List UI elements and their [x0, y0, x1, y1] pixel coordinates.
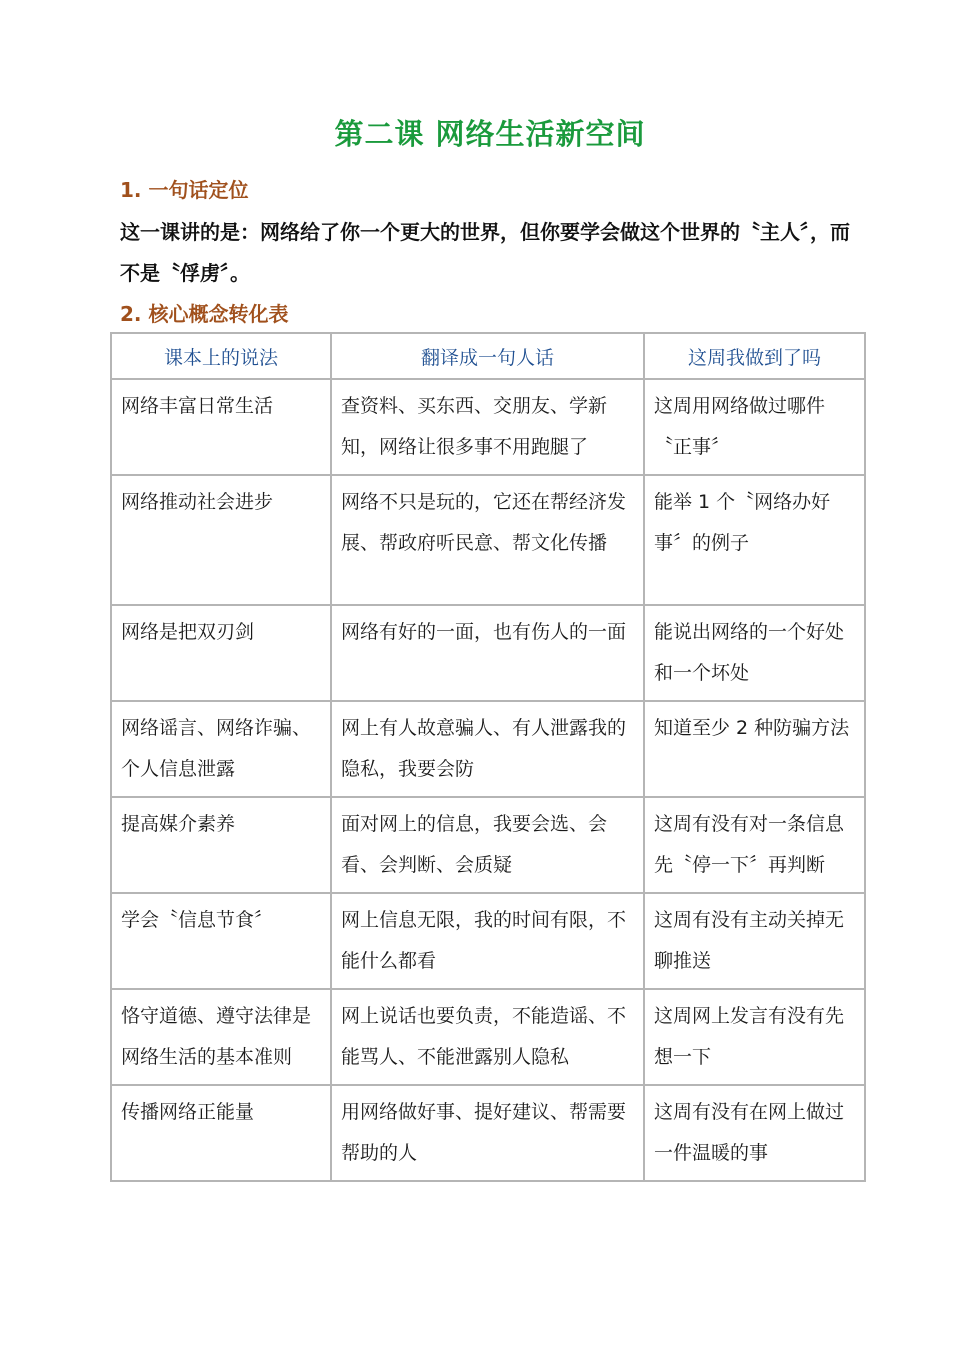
table-row	[111, 379, 865, 475]
plain-words-cell: 网上信息无限，我的时间有限，不能什么都看	[331, 893, 644, 989]
table-row	[111, 701, 865, 797]
table-row	[111, 605, 865, 701]
textbook-cell: 传播网络正能量	[111, 1085, 331, 1181]
textbook-cell: 提高媒介素养	[111, 797, 331, 893]
column-header-this-week: 这周我做到了吗	[644, 333, 865, 379]
this-week-cell: 能说出网络的一个好处和一个坏处	[644, 605, 865, 701]
column-header-plain-words: 翻译成一句人话	[331, 333, 644, 379]
table-row	[111, 1085, 865, 1181]
this-week-cell: 这周有没有对一条信息先〝停一下〞再判断	[644, 797, 865, 893]
this-week-cell: 这周有没有在网上做过一件温暖的事	[644, 1085, 865, 1181]
plain-words-cell: 查资料、买东西、交朋友、学新知，网络让很多事不用跑腿了	[331, 379, 644, 475]
column-header-textbook: 课本上的说法	[111, 333, 331, 379]
plain-words-cell: 面对网上的信息，我要会选、会看、会判断、会质疑	[331, 797, 644, 893]
textbook-cell: 网络推动社会进步	[111, 475, 331, 605]
concept-table	[110, 332, 866, 1182]
this-week-cell: 这周有没有主动关掉无聊推送	[644, 893, 865, 989]
plain-words-cell: 用网络做好事、提好建议、帮需要帮助的人	[331, 1085, 644, 1181]
page-title: 第二课 网络生活新空间	[334, 117, 646, 151]
table-row	[111, 989, 865, 1085]
table-row	[111, 797, 865, 893]
this-week-cell: 这周用网络做过哪件〝正事〞	[644, 379, 865, 475]
section-heading-positioning: 1. 一句话定位	[120, 178, 249, 202]
table-row	[111, 893, 865, 989]
plain-words-cell: 网上有人故意骗人、有人泄露我的隐私，我要会防	[331, 701, 644, 797]
textbook-cell: 恪守道德、遵守法律是网络生活的基本准则	[111, 989, 331, 1085]
plain-words-cell: 网上说话也要负责，不能造谣、不能骂人、不能泄露别人隐私	[331, 989, 644, 1085]
textbook-cell: 网络丰富日常生活	[111, 379, 331, 475]
plain-words-cell: 网络有好的一面，也有伤人的一面	[331, 605, 644, 701]
this-week-cell: 这周网上发言有没有先想一下	[644, 989, 865, 1085]
this-week-cell: 知道至少 2 种防骗方法	[644, 701, 865, 797]
lesson-summary: 这一课讲的是：网络给了你一个更大的世界，但你要学会做这个世界的〝主人〞，而不是〝俘虏〞。	[120, 220, 850, 285]
this-week-cell: 能举 1 个〝网络办好事〞的例子	[644, 475, 865, 605]
textbook-cell: 学会〝信息节食〞	[111, 893, 331, 989]
plain-words-cell: 网络不只是玩的，它还在帮经济发展、帮政府听民意、帮文化传播	[331, 475, 644, 605]
table-header-row	[111, 333, 865, 379]
textbook-cell: 网络是把双刃剑	[111, 605, 331, 701]
textbook-cell: 网络谣言、网络诈骗、个人信息泄露	[111, 701, 331, 797]
table-row	[111, 475, 865, 605]
section-heading-concept-table: 2. 核心概念转化表	[120, 302, 289, 326]
